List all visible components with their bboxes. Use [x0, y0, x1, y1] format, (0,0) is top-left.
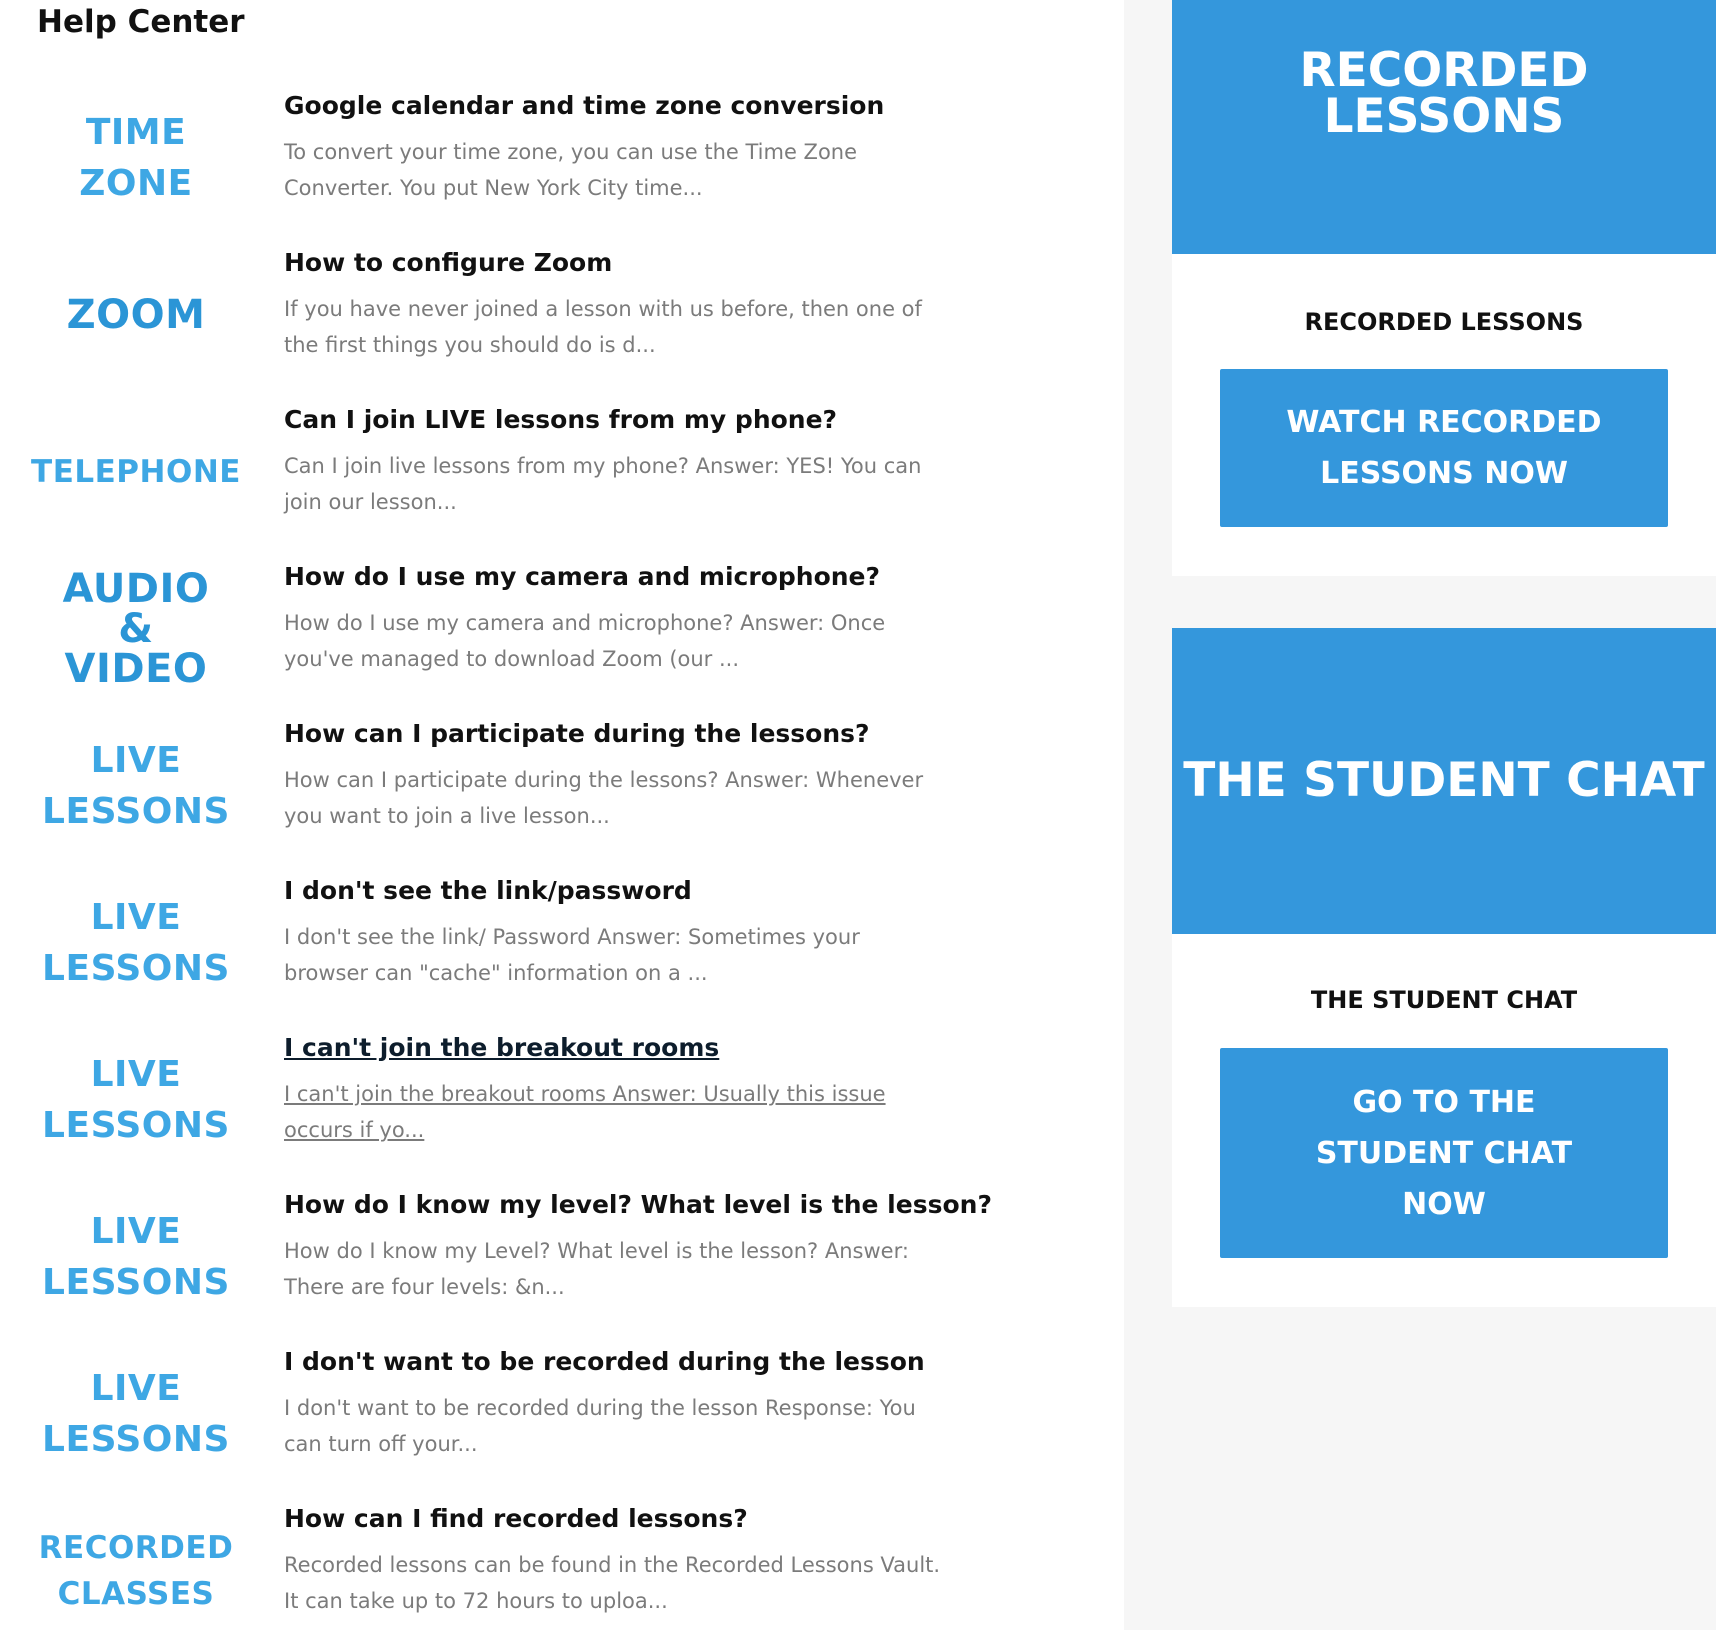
sidebar: [1124, 0, 1716, 1630]
article-title-link[interactable]: I don't want to be recorded during the lesson: [284, 1347, 925, 1376]
category-label-live-lessons[interactable]: LIVE LESSONS: [42, 740, 230, 832]
article-item[interactable]: [0, 402, 1124, 559]
category-label-time-zone[interactable]: TIME ZONE: [79, 112, 193, 204]
article-excerpt: Recorded lessons can be found in the Recorded Lessons Vault. It can take up to 72 hours to uploa...: [284, 1553, 941, 1613]
article-item[interactable]: [0, 1344, 1124, 1501]
go-to-student-chat-button[interactable]: GO TO THE STUDENT CHAT NOW: [1220, 1048, 1668, 1258]
article-item-hovered[interactable]: [0, 1030, 1124, 1187]
article-title-link[interactable]: I don't see the link/password: [284, 876, 692, 905]
article-title-link[interactable]: How can I find recorded lessons?: [284, 1504, 748, 1533]
article-excerpt[interactable]: I can't join the breakout rooms Answer: Usually this issue occurs if yo...: [284, 1082, 886, 1142]
article-title-link[interactable]: How to configure Zoom: [284, 248, 613, 277]
article-item[interactable]: [0, 88, 1124, 245]
article-item[interactable]: [0, 1501, 1124, 1630]
article-excerpt: To convert your time zone, you can use the Time Zone Converter. You put New York City time...: [284, 140, 858, 200]
recorded-lessons-banner[interactable]: RECORDED LESSONS: [1172, 0, 1716, 254]
article-item[interactable]: [0, 716, 1124, 873]
article-excerpt: I don't want to be recorded during the lesson Response: You can turn off your...: [284, 1396, 916, 1456]
article-title-link[interactable]: How do I use my camera and microphone?: [284, 562, 880, 591]
article-excerpt: How can I participate during the lessons? Answer: Whenever you want to join a live lesson...: [284, 768, 924, 828]
category-label-live-lessons[interactable]: LIVE LESSONS: [42, 1368, 230, 1460]
category-label-zoom[interactable]: ZOOM: [66, 292, 206, 338]
article-item[interactable]: [0, 245, 1124, 402]
student-chat-heading: THE STUDENT CHAT: [1310, 986, 1578, 1014]
category-label-audio-video[interactable]: AUDIO & VIDEO: [62, 566, 210, 692]
article-excerpt: If you have never joined a lesson with us before, then one of the first things you should do is d...: [284, 297, 922, 357]
student-chat-widget: [1172, 628, 1716, 1307]
article-title-link[interactable]: How can I participate during the lessons?: [284, 719, 870, 748]
article-title-link[interactable]: Google calendar and time zone conversion: [284, 91, 885, 120]
article-list: [0, 88, 1124, 1630]
page-title: Help Center: [37, 4, 245, 40]
article-excerpt: How do I use my camera and microphone? Answer: Once you've managed to download Zoom (our ...: [284, 611, 886, 671]
category-label-telephone[interactable]: TELEPHONE: [31, 454, 241, 490]
article-item[interactable]: [0, 559, 1124, 716]
article-title-link[interactable]: How do I know my level? What level is the lesson?: [284, 1190, 992, 1219]
article-excerpt: Can I join live lessons from my phone? Answer: YES! You can join our lesson...: [284, 454, 922, 514]
category-label-live-lessons[interactable]: LIVE LESSONS: [42, 1211, 230, 1303]
article-title-link[interactable]: Can I join LIVE lessons from my phone?: [284, 405, 838, 434]
category-label-recorded-classes[interactable]: RECORDED CLASSES: [38, 1530, 234, 1612]
watch-recorded-lessons-button[interactable]: WATCH RECORDED LESSONS NOW: [1220, 369, 1668, 527]
article-title-link[interactable]: I can't join the breakout rooms: [284, 1033, 720, 1062]
recorded-lessons-widget: [1172, 0, 1716, 576]
student-chat-banner[interactable]: THE STUDENT CHAT: [1172, 628, 1716, 934]
article-item[interactable]: [0, 1187, 1124, 1344]
category-label-live-lessons[interactable]: LIVE LESSONS: [42, 1054, 230, 1146]
recorded-lessons-heading: RECORDED LESSONS: [1304, 308, 1584, 336]
article-item[interactable]: [0, 873, 1124, 1030]
category-label-live-lessons[interactable]: LIVE LESSONS: [42, 897, 230, 989]
article-excerpt: How do I know my Level? What level is the lesson? Answer: There are four levels: &n...: [284, 1239, 909, 1299]
article-excerpt: I don't see the link/ Password Answer: Sometimes your browser can "cache" information on a ...: [284, 925, 860, 985]
